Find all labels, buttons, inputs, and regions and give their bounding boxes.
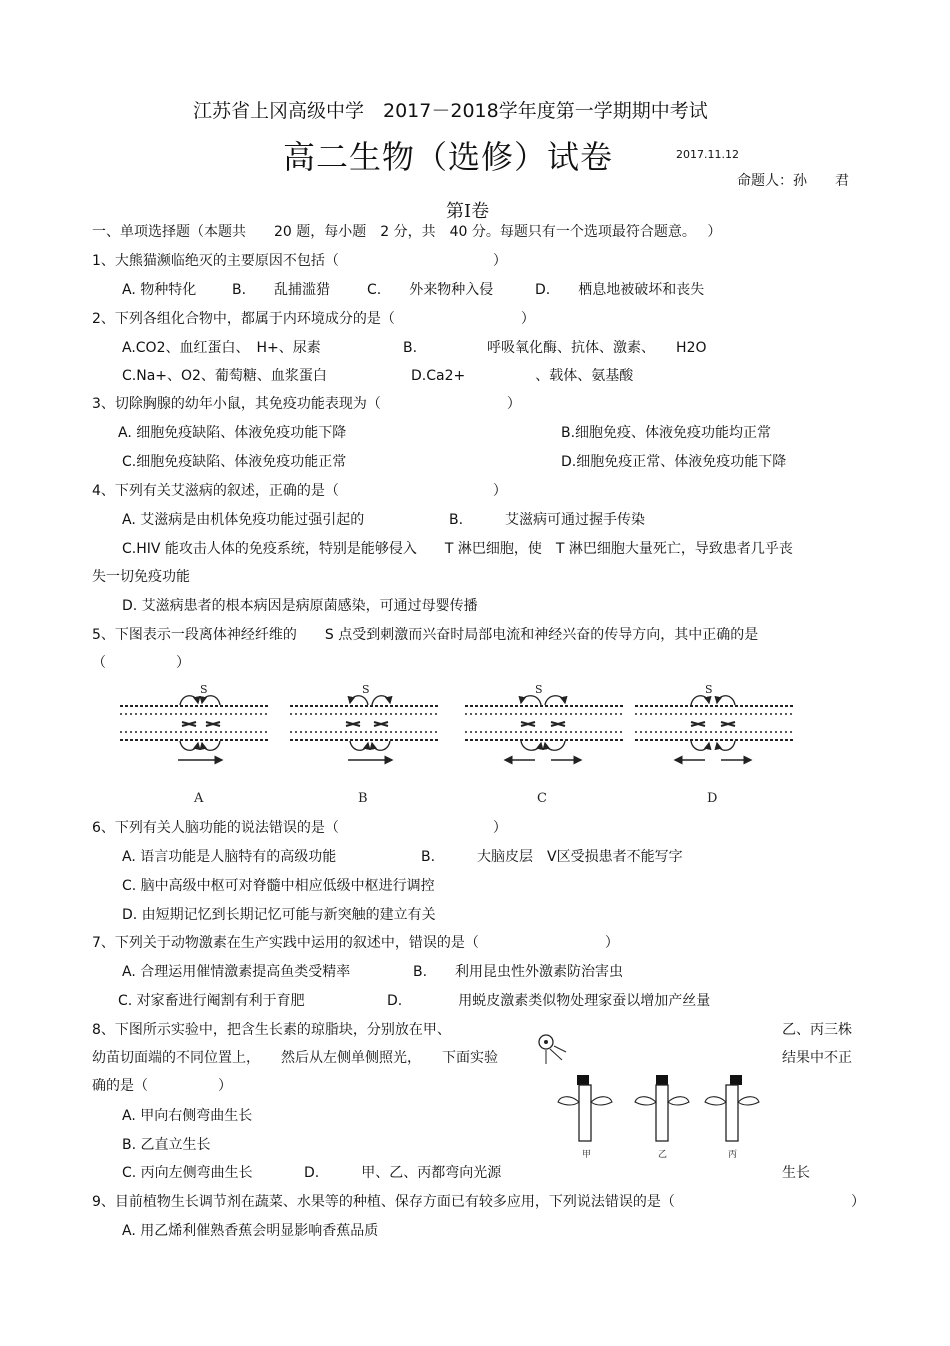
q4-option-c-line2: 失一切免疫功能	[92, 569, 190, 585]
q5-answer-paren: （ ）	[92, 655, 190, 671]
stimulus-label: S	[200, 683, 208, 696]
question-4-stem: 4、下列有关艾滋病的叙述，正确的是（ ）	[92, 483, 507, 499]
stimulus-label: S	[362, 683, 370, 696]
nerve-fiber-figure	[110, 680, 830, 810]
question-8-stem-line1-tail: 乙、丙三株	[782, 1022, 852, 1038]
q1-option-a: A. 物种特化	[122, 282, 197, 298]
q4-option-c-line1: C.HIV 能攻击人体的免疫系统，特别是能够侵入 T 淋巴细胞，使 T 淋巴细胞大量死亡，导致患者几乎丧	[122, 541, 793, 557]
q2-option-a: A.CO2、血红蛋白、 H+、尿素	[122, 340, 321, 356]
plant-label-yi: 乙	[658, 1150, 668, 1160]
q6-option-c: C. 脑中高级中枢可对脊髓中相应低级中枢进行调控	[122, 878, 435, 894]
q4-option-b: B. 艾滋病可通过握手传染	[449, 512, 646, 528]
q8-option-c: C. 丙向左侧弯曲生长	[122, 1165, 253, 1181]
question-3-stem: 3、切除胸腺的幼年小鼠，其免疫功能表现为（ ）	[92, 396, 521, 412]
question-8-stem-line1: 8、下图所示实验中，把含生长素的琼脂块，分别放在甲、	[92, 1022, 451, 1038]
q6-option-a: A. 语言功能是人脑特有的高级功能	[122, 849, 337, 865]
instructions: 一、单项选择题（本题共 20 题，每小题 2 分，共 40 分。每题只有一个选项最符合题意。 ）	[92, 224, 722, 240]
stimulus-label: S	[705, 683, 713, 696]
q6-option-b: B. 大脑皮层 V区受损患者不能写字	[421, 849, 683, 865]
school-line: 江苏省上冈高级中学 2017－2018学年度第一学期期中考试	[193, 100, 708, 122]
q6-option-d: D. 由短期记忆到长期记忆可能与新突触的建立有关	[122, 907, 436, 923]
seedling-jia	[558, 1075, 612, 1160]
author-line: 命题人：孙 君	[737, 173, 849, 189]
q3-option-a: A. 细胞免疫缺陷、体液免疫功能下降	[118, 425, 347, 441]
q3-option-d: D.细胞免疫正常、体液免疫功能下降	[561, 454, 787, 470]
q3-option-b: B.细胞免疫、体液免疫功能均正常	[561, 425, 772, 441]
question-2-stem: 2、下列各组化合物中，都属于内环境成分的是（ ）	[92, 311, 535, 327]
q8-option-a: A. 甲向右侧弯曲生长	[122, 1108, 253, 1124]
question-8-stem-line2-tail: 结果中不正	[782, 1050, 852, 1066]
plant-label-jia: 甲	[582, 1150, 592, 1160]
q3-option-c: C.细胞免疫缺陷、体液免疫功能正常	[122, 454, 347, 470]
question-9-stem: 9、目前植物生长调节剂在蔬菜、水果等的种植、保存方面已有较多应用，下列说法错误的是（	[92, 1194, 675, 1210]
nerve-diagram-b	[290, 683, 440, 806]
q8-option-d-tail: 生长	[782, 1165, 810, 1181]
q9-option-a: A. 用乙烯利催熟香蕉会明显影响香蕉品质	[122, 1223, 379, 1239]
nerve-diagram-a	[120, 683, 270, 806]
question-5-stem: 5、下图表示一段离体神经纤维的 S 点受到刺激而兴奋时局部电流和神经兴奋的传导方向，其中正确的是	[92, 627, 759, 643]
question-8-stem-line3: 确的是（ ）	[92, 1078, 232, 1094]
diagram-label-d: D	[707, 791, 718, 806]
question-1-stem: 1、大熊猫濒临绝灭的主要原因不包括（ ）	[92, 253, 507, 269]
question-6-stem: 6、下列有关人脑功能的说法错误的是（ ）	[92, 820, 507, 836]
q1-option-d: D. 栖息地被破坏和丧失	[535, 282, 705, 298]
diagram-label-a: A	[194, 791, 204, 806]
diagram-label-b: B	[358, 791, 368, 806]
question-8-stem-line2: 幼苗切面端的不同位置上， 然后从左侧单侧照光， 下面实验	[92, 1050, 498, 1066]
q4-option-a: A. 艾滋病是由机体免疫功能过强引起的	[122, 512, 365, 528]
q7-option-a: A. 合理运用催情激素提高鱼类受精率	[122, 964, 351, 980]
plant-label-bing: 丙	[728, 1150, 738, 1160]
q2-option-b: B. 呼吸氧化酶、抗体、激素、 H2O	[403, 340, 707, 356]
exam-title: 高二生物（选修）试卷	[283, 138, 614, 176]
stimulus-label: S	[535, 683, 543, 696]
q8-option-d: D. 甲、乙、丙都弯向光源	[304, 1165, 502, 1181]
seedling-figure	[532, 1030, 762, 1162]
q1-option-b: B. 乱捕滥猎	[232, 282, 331, 298]
q9-answer-paren-close: ）	[851, 1194, 865, 1210]
seedling-bing	[705, 1075, 759, 1160]
light-source-icon	[539, 1035, 566, 1064]
section-title: 第Ⅰ卷	[446, 201, 490, 222]
nerve-diagram-c	[465, 683, 625, 806]
q1-option-c: C. 外来物种入侵	[367, 282, 494, 298]
diagram-label-c: C	[537, 791, 547, 806]
q8-option-b: B. 乙直立生长	[122, 1137, 211, 1153]
exam-date: 2017.11.12	[676, 148, 739, 161]
q7-option-b: B. 利用昆虫性外激素防治害虫	[413, 964, 624, 980]
seedling-yi	[635, 1075, 689, 1160]
question-7-stem: 7、下列关于动物激素在生产实践中运用的叙述中，错误的是（ ）	[92, 935, 619, 951]
q7-option-c: C. 对家畜进行阉割有利于育肥	[118, 993, 305, 1009]
q2-option-d: D.Ca2+ 、载体、氨基酸	[411, 368, 634, 384]
q2-option-c: C.Na+、O2、葡萄糖、血浆蛋白	[122, 368, 327, 384]
q4-option-d: D. 艾滋病患者的根本病因是病原菌感染，可通过母婴传播	[122, 598, 478, 614]
nerve-diagram-d	[635, 683, 795, 806]
q7-option-d: D. 用蜕皮激素类似物处理家蚕以增加产丝量	[387, 993, 711, 1009]
